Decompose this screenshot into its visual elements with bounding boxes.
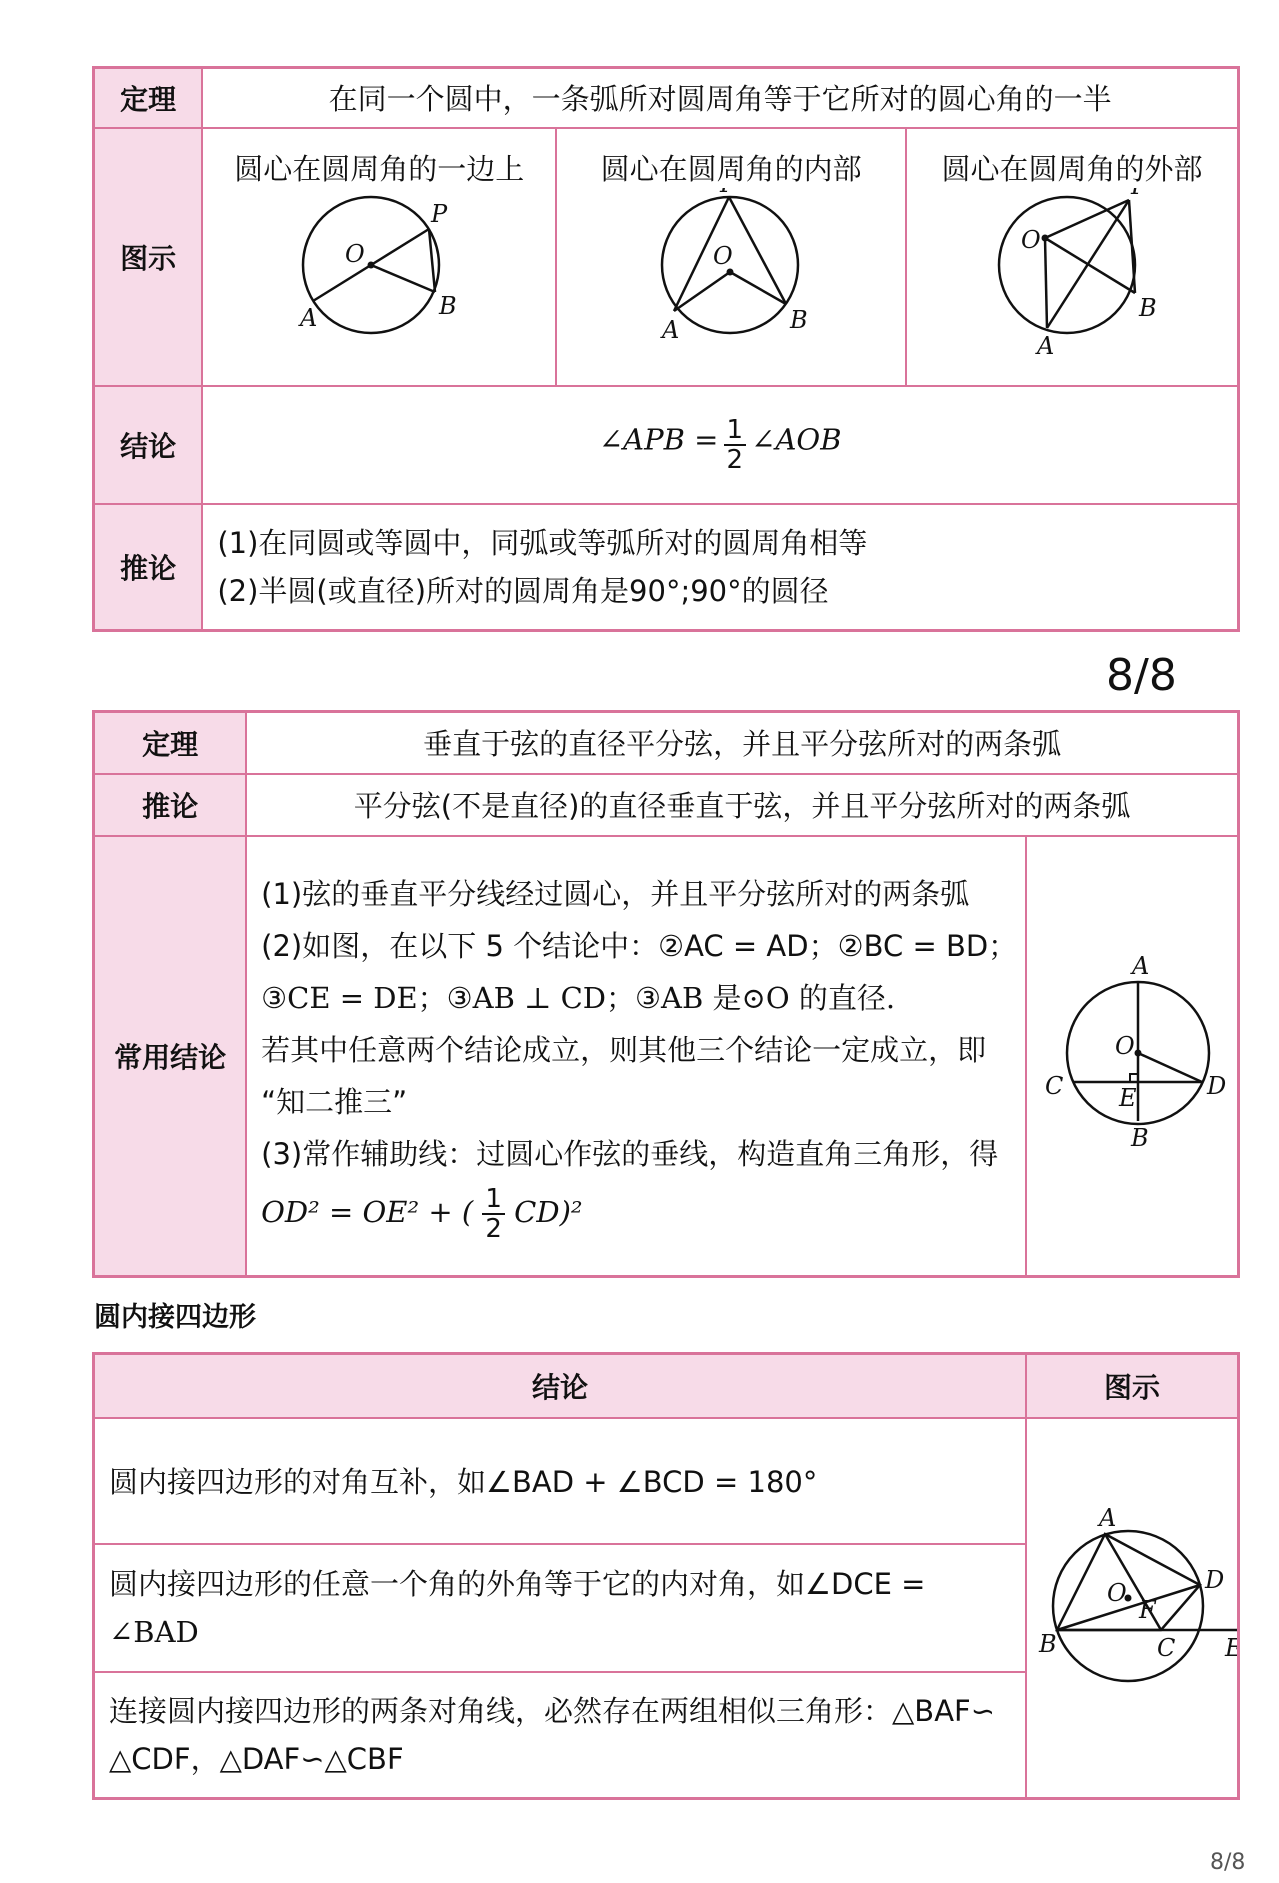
chord-figure <box>1027 954 1237 1154</box>
label-o: O <box>1021 225 1041 254</box>
corollary-list <box>202 504 1238 631</box>
item-1: (1)弦的垂直平分线经过圆心，并且平分弦所对的两条弧 <box>261 876 970 911</box>
label-a: A <box>1132 953 1150 980</box>
case-on-side <box>202 128 556 386</box>
fraction-denominator: 2 <box>726 444 744 475</box>
corollary-label: 推论 <box>94 504 203 631</box>
label-d: D <box>1205 1565 1225 1594</box>
formula-right: ∠AOB <box>751 422 842 456</box>
case-caption: 圆心在圆周角的内部 <box>600 151 862 186</box>
label-b: B <box>1039 1629 1057 1658</box>
case-caption: 圆心在圆周角的一边上 <box>234 151 525 186</box>
label-f: F <box>1139 1595 1156 1624</box>
row-similar-triangles <box>94 1672 1027 1799</box>
cyclic-quadrilateral-figure <box>1027 1506 1237 1706</box>
formula-right: CD)² <box>514 1194 583 1229</box>
label-a: A <box>300 303 318 332</box>
conclusion-formula <box>202 386 1238 504</box>
label-e: E <box>1119 1083 1137 1112</box>
inscribed-angle-table <box>92 66 1240 632</box>
case-outside <box>906 128 1239 386</box>
fraction-half <box>482 1185 505 1243</box>
fraction-denominator: 2 <box>485 1213 502 1244</box>
label-b: B <box>790 305 808 334</box>
row-text-cont: ∠BAD <box>109 1614 199 1649</box>
item-2-motto: “知二推三” <box>261 1084 408 1119</box>
fraction-numerator: 1 <box>482 1185 505 1215</box>
label-d: D <box>1207 1071 1227 1100</box>
item-3-formula <box>261 1180 1025 1244</box>
label-o: O <box>1107 1578 1127 1607</box>
label-p: P <box>431 199 448 228</box>
item-3: (3)常作辅助线：过圆心作弦的垂线，构造直角三角形，得 <box>261 1136 999 1171</box>
quad-figure-cell <box>1026 1418 1239 1799</box>
label-c: C <box>1045 1071 1064 1100</box>
label-o: O <box>345 239 366 268</box>
label-c: C <box>1157 1633 1176 1662</box>
col-figure: 图示 <box>1026 1354 1239 1418</box>
item-2-rule: 若其中任意两个结论成立，则其他三个结论一定成立，即 <box>261 1032 987 1067</box>
fraction-numerator: 1 <box>724 416 747 446</box>
fraction-half <box>724 416 747 474</box>
row-text-cont: △CDF，△DAF∽△CBF <box>109 1741 404 1776</box>
circle-figure-on-side <box>203 188 553 358</box>
corollary-item: (2)半圆(或直径)所对的圆周角是90°;90°的圆径 <box>217 573 829 608</box>
label-a: A <box>662 315 680 344</box>
formula-left: OD² = OE² + ( <box>261 1194 474 1229</box>
item-2: (2)如图，在以下 5 个结论中：②AC = AD；②BC = BD； <box>261 928 1018 963</box>
label-p <box>719 188 737 198</box>
label-a: A <box>1099 1505 1117 1532</box>
cyclic-quadrilateral-table <box>92 1352 1240 1800</box>
label-e <box>1224 1634 1237 1662</box>
row-text: 连接圆内接四边形的两条对角线，必然存在两组相似三角形：△BAF∽ <box>109 1693 996 1728</box>
row-opposite-angles: 圆内接四边形的对角互补，如∠BAD + ∠BCD = 180° <box>94 1418 1027 1544</box>
theorem-text: 在同一个圆中，一条弧所对圆周角等于它所对的圆心角的一半 <box>202 68 1238 128</box>
label-p <box>1130 188 1148 200</box>
corollary-label: 推论 <box>94 774 247 836</box>
footer-page-number: 8/8 <box>1210 1850 1246 1875</box>
corollary-text: 平分弦(不是直径)的直径垂直于弦，并且平分弦所对的两条弧 <box>246 774 1238 836</box>
label-b: B <box>439 291 457 320</box>
case-caption: 圆心在圆周角的外部 <box>941 151 1203 186</box>
row-exterior-angle <box>94 1544 1027 1672</box>
theorem-label: 定理 <box>94 712 247 774</box>
col-conclusion: 结论 <box>94 1354 1027 1418</box>
section-heading: 圆内接四边形 <box>94 1302 256 1333</box>
label-a: A <box>1037 331 1055 358</box>
chord-figure-cell <box>1026 836 1239 1277</box>
label-o: O <box>713 241 733 270</box>
circle-figure-outside <box>907 188 1237 358</box>
label-b: B <box>1131 1123 1149 1152</box>
figure-label: 图示 <box>94 128 203 386</box>
chord-theorem-table <box>92 710 1240 1278</box>
label-b: B <box>1139 293 1157 322</box>
conclusion-label: 结论 <box>94 386 203 504</box>
page-marker: 8/8 <box>1106 650 1177 701</box>
circle-figure-inside <box>557 188 903 358</box>
formula-left: ∠APB = <box>598 422 719 456</box>
common-conclusions <box>246 836 1026 1277</box>
label-o: O <box>1115 1031 1135 1060</box>
common-conclusion-label: 常用结论 <box>94 836 247 1277</box>
row-text: 圆内接四边形的任意一个角的外角等于它的内对角，如∠DCE = <box>109 1566 926 1601</box>
theorem-label: 定理 <box>94 68 203 128</box>
corollary-item: (1)在同圆或等圆中，同弧或等弧所对的圆周角相等 <box>217 525 868 560</box>
theorem-text: 垂直于弦的直径平分弦，并且平分弦所对的两条弧 <box>246 712 1238 774</box>
item-2-cont: ③CE = DE；③AB ⊥ CD；③AB 是⊙O 的直径. <box>261 980 896 1015</box>
case-inside <box>556 128 906 386</box>
